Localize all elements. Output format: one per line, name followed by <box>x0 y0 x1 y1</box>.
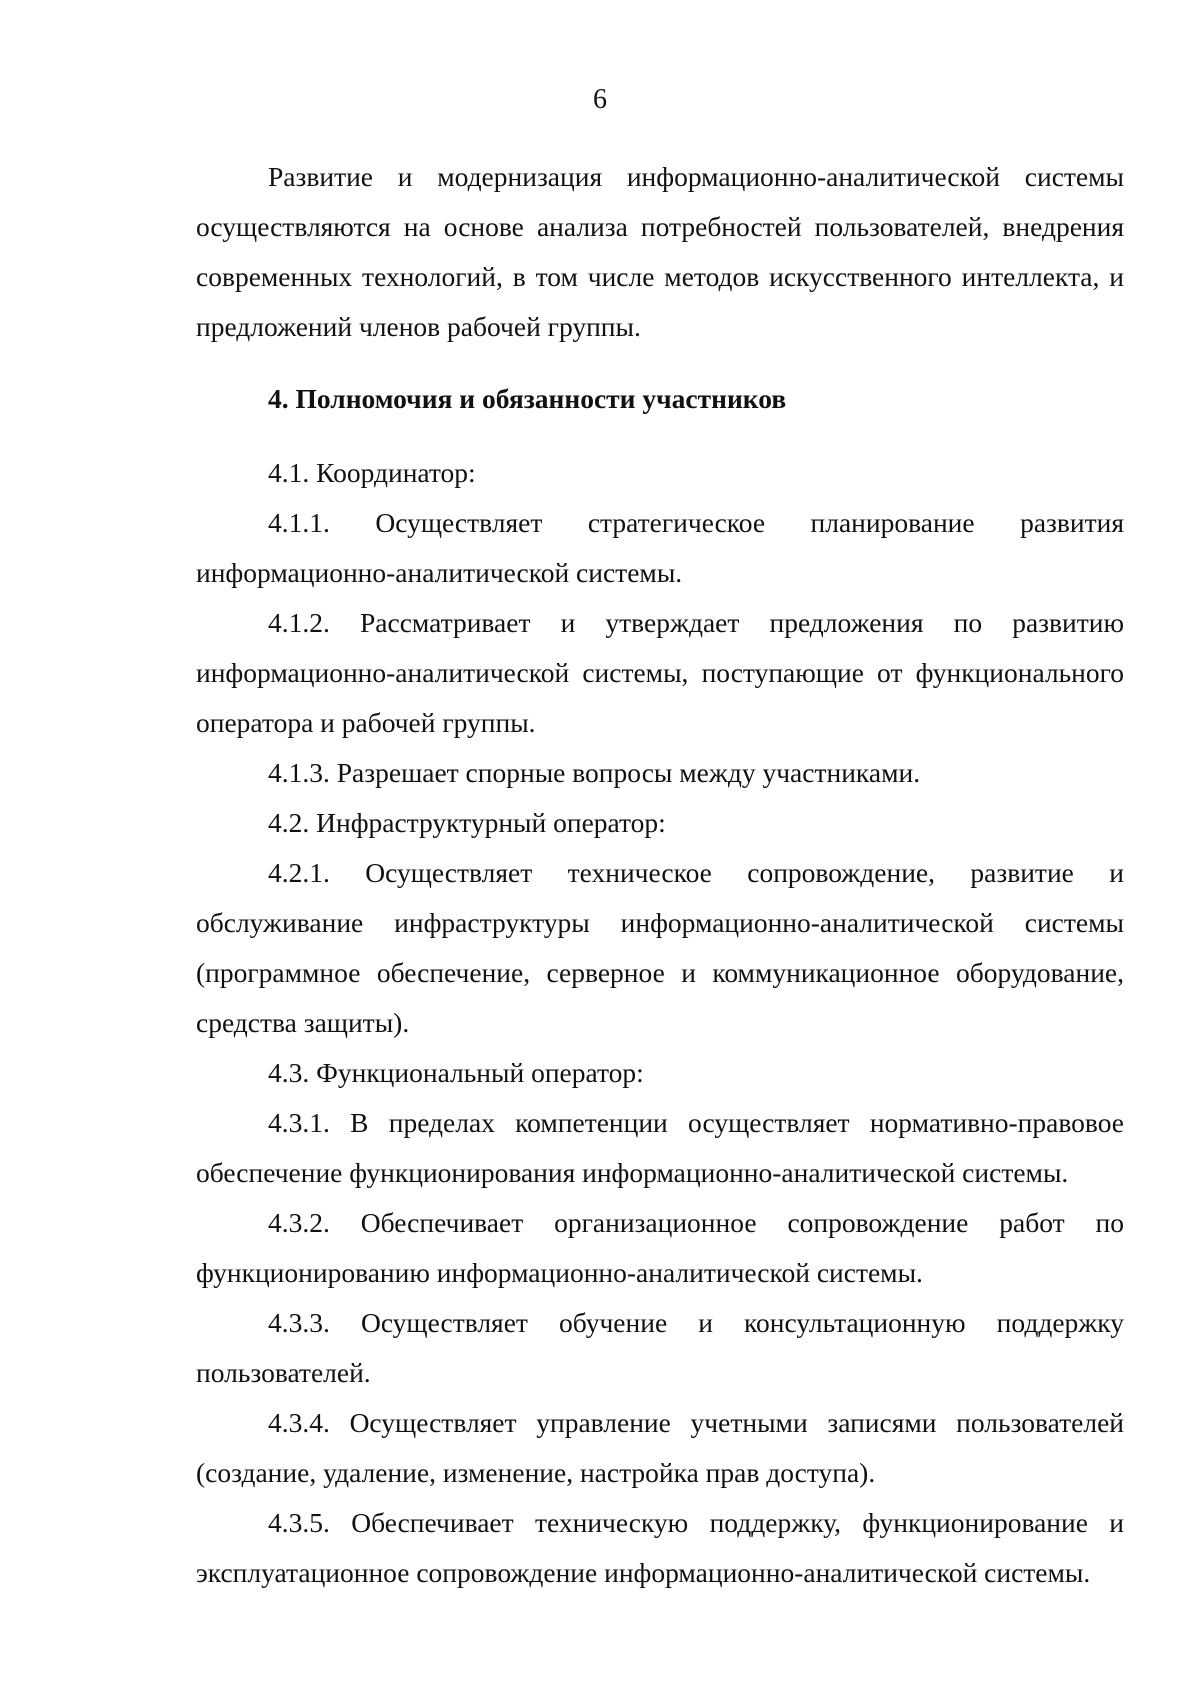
document-body <box>196 152 1124 1598</box>
clause-4-3-3: 4.3.3. Осуществляет обучение и консультационную поддержку пользователей. <box>196 1307 1124 1388</box>
section-heading: 4. Полномочия и обязанности участников <box>268 383 787 414</box>
page-number: 6 <box>593 84 607 115</box>
clause-4-3-1: 4.3.1. В пределах компетенции осуществляет нормативно-правовое обеспечение функционирования информационно-аналитической системы. <box>196 1107 1124 1188</box>
clause-4-1-2: 4.1.2. Рассматривает и утверждает предложения по развитию информационно-аналитической системы, поступающие от функционального оператора и рабочей группы. <box>196 607 1124 738</box>
clause-4-3-2: 4.3.2. Обеспечивает организационное сопровождение работ по функционированию информационно-аналитической системы. <box>196 1207 1124 1288</box>
clause-4-3: 4.3. Функциональный оператор: <box>268 1057 644 1088</box>
intro-paragraph: Развитие и модернизация информационно-аналитической системы осуществляются на основе анализа потребностей пользователей, внедрения современных технологий, в том числе методов искусственного интеллекта, и предложений членов рабочей группы. <box>196 161 1124 342</box>
clause-4-1-1: 4.1.1. Осуществляет стратегическое планирование развития информационно-аналитической системы. <box>196 507 1124 588</box>
clause-4-3-4: 4.3.4. Осуществляет управление учетными записями пользователей (создание, удаление, изменение, настройка прав доступа). <box>196 1407 1124 1488</box>
clause-4-1-3: 4.1.3. Разрешает спорные вопросы между участниками. <box>268 757 921 788</box>
clause-4-1: 4.1. Координатор: <box>268 457 476 488</box>
clause-4-3-5: 4.3.5. Обеспечивает техническую поддержку, функционирование и эксплуатационное сопровождение информационно-аналитической системы. <box>196 1507 1124 1588</box>
clause-4-2-1: 4.2.1. Осуществляет техническое сопровождение, развитие и обслуживание инфраструктуры информационно-аналитической системы (программное обеспечение, серверное и коммуникационное оборудование, средства защиты). <box>196 857 1124 1038</box>
clause-4-2: 4.2. Инфраструктурный оператор: <box>268 807 666 838</box>
